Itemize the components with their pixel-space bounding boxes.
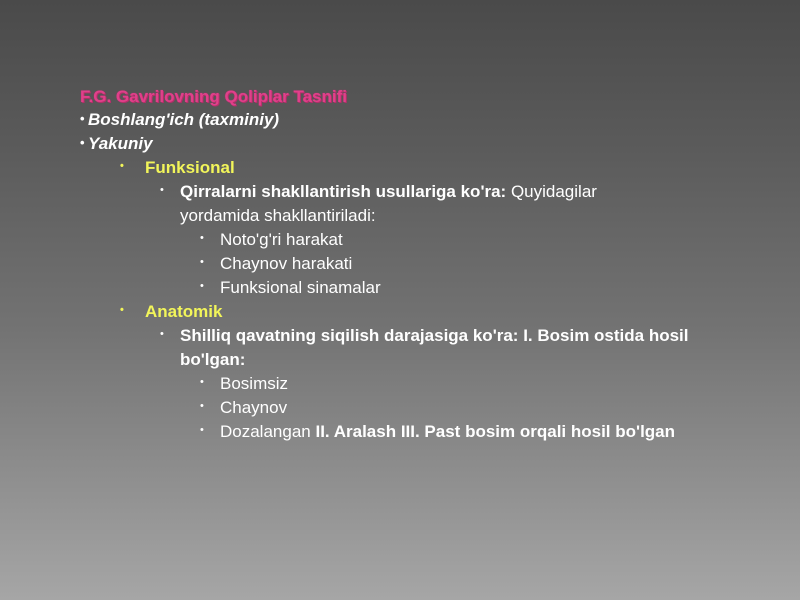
bullet-icon: • — [200, 424, 204, 436]
list-item-label: Dozalangan — [220, 422, 316, 441]
list-item-bold-label: II. Aralash III. Past bosim orqali hosil bo'lgan — [315, 422, 676, 441]
bullet-icon: • — [200, 256, 204, 268]
section-label: Anatomik — [145, 302, 223, 321]
list-item-label: Quyidagilar yordamida shakllantiriladi: — [180, 182, 597, 225]
slide-title: F.G. Gavrilovning Qoliplar Tasnifi — [80, 87, 348, 106]
list-item-bold-label: Shilliq qavatning siqilish darajasiga ko'ra: I. Bosim ostida hosil bo'lgan: — [180, 326, 689, 369]
list-item-label: Chaynov harakati — [220, 254, 353, 273]
list-item-bold-label: Qirralarni shakllantirish usullariga ko'ra: — [180, 182, 507, 201]
bullet-icon: • — [80, 111, 85, 126]
section-anatomik — [80, 300, 760, 324]
bullet-icon: • — [200, 280, 204, 292]
list-item-label: Chaynov — [220, 398, 288, 417]
list-item-bosimsiz — [80, 372, 760, 396]
list-item-yakuniy — [80, 132, 760, 156]
list-item-funksional-sinamalar — [80, 276, 760, 300]
bullet-icon: • — [80, 135, 85, 150]
list-item-qirralarni — [80, 180, 680, 228]
list-item-label: Yakuniy — [88, 134, 153, 153]
bullet-icon: • — [160, 184, 164, 196]
bullet-icon: • — [200, 400, 204, 412]
list-item-shilliq — [80, 324, 740, 372]
list-item-label: Noto'g'ri harakat — [220, 230, 343, 249]
list-item-boshlangich — [80, 108, 760, 132]
bullet-icon: • — [200, 376, 204, 388]
list-item-chaynov-harakati — [80, 252, 760, 276]
list-item-dozalangan — [80, 420, 740, 444]
list-item-label: Bosimsiz — [220, 374, 289, 393]
list-item-label: Boshlang'ich (taxminiy) — [88, 110, 280, 129]
bullet-icon: • — [200, 232, 204, 244]
section-funksional — [80, 156, 760, 180]
list-item-label: Funksional sinamalar — [220, 278, 381, 297]
section-label: Funksional — [145, 158, 235, 177]
list-item-chaynov — [80, 396, 760, 420]
bullet-icon: • — [120, 304, 124, 316]
bullet-icon: • — [120, 160, 124, 172]
slide-content — [80, 86, 760, 444]
bullet-icon: • — [160, 328, 164, 340]
list-item-notogri — [80, 228, 760, 252]
